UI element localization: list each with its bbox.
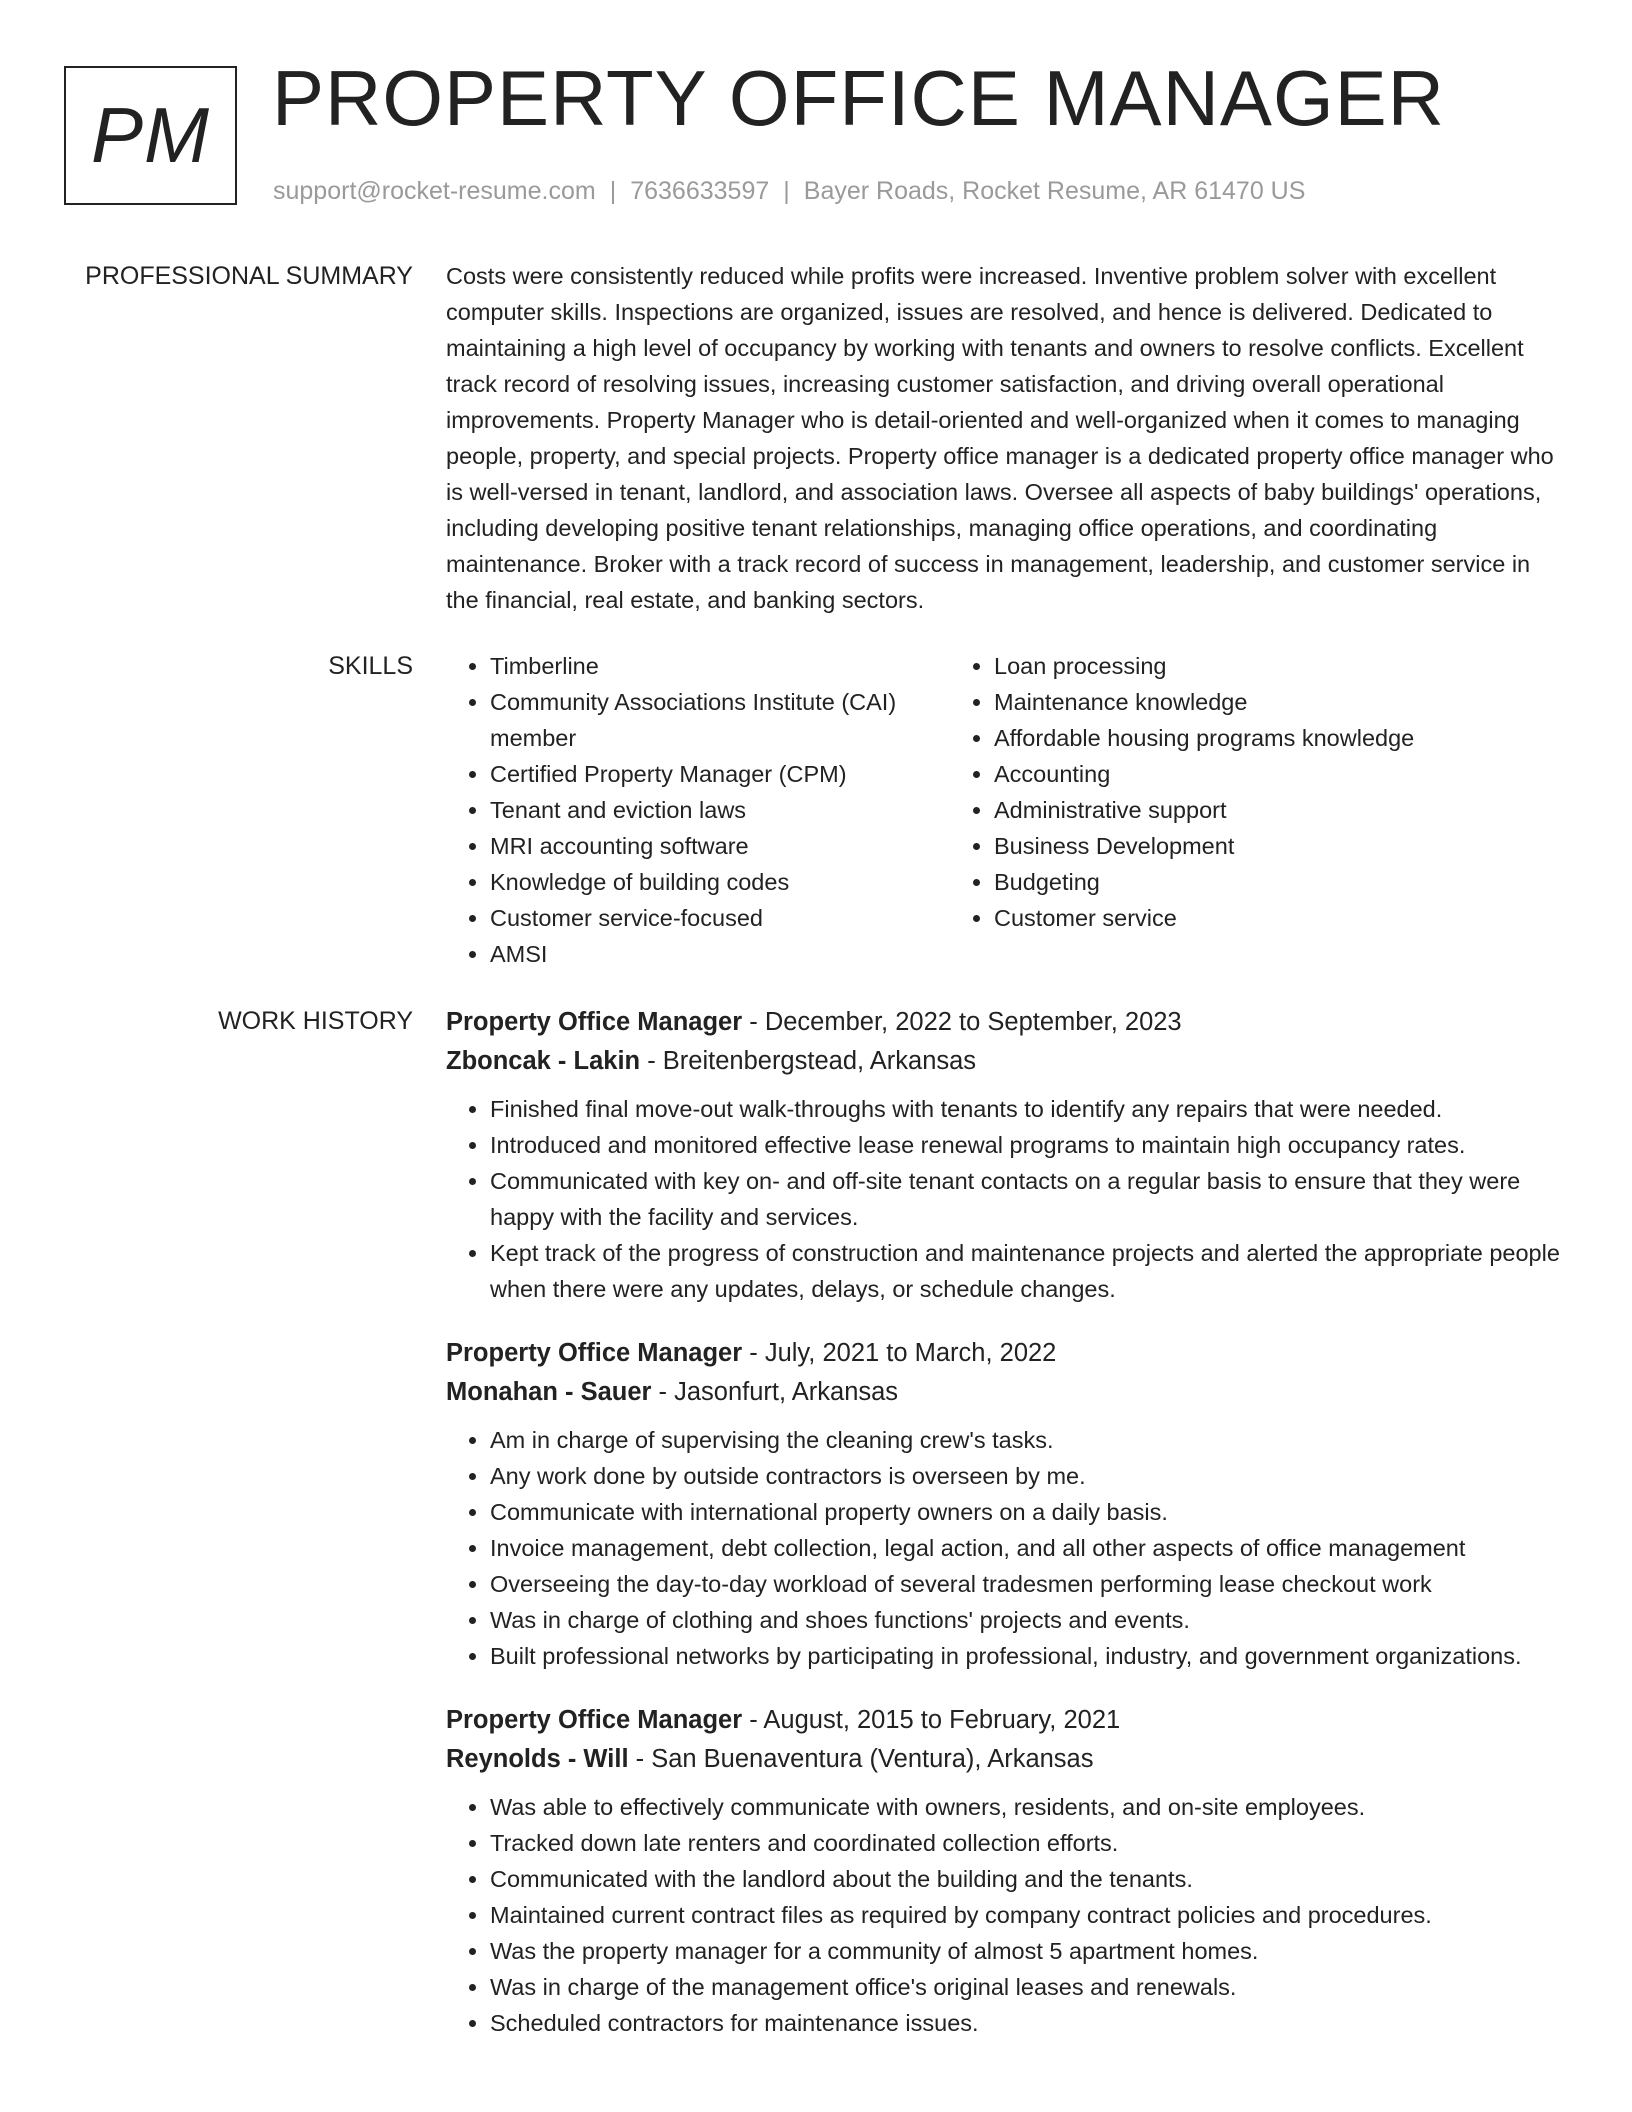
- contact-line: [273, 174, 1305, 208]
- job-bullet: • Was able to effectively communicate with owners, residents, and on-site employees.: [490, 1789, 1566, 1825]
- job-bullet: • Any work done by outside contractors is overseen by me.: [490, 1458, 1566, 1494]
- job-company-line: [446, 1373, 1566, 1412]
- job-bullet: • Invoice management, debt collection, legal action, and all other aspects of office management: [490, 1530, 1566, 1566]
- resume-title: PROPERTY OFFICE MANAGER: [272, 54, 1445, 142]
- job-bullet: • Communicated with the landlord about the building and the tenants.: [490, 1861, 1566, 1897]
- skill-item: • Maintenance knowledge: [994, 684, 1510, 720]
- skill-item: • AMSI: [490, 936, 950, 972]
- job-bullets: [446, 1091, 1566, 1307]
- job-dates: - August, 2015 to February, 2021: [742, 1706, 1121, 1734]
- job-bullet: • Am in charge of supervising the cleaning crew's tasks.: [490, 1422, 1566, 1458]
- job-company: Reynolds - Will: [446, 1745, 629, 1773]
- monogram-logo: [64, 66, 237, 205]
- skill-item: • Affordable housing programs knowledge: [994, 720, 1510, 756]
- job-title-line: [446, 1701, 1566, 1740]
- monogram-text: PM: [91, 91, 210, 179]
- job-title: Property Office Manager: [446, 1008, 743, 1036]
- skill-item: • Accounting: [994, 756, 1510, 792]
- job-company-line: [446, 1740, 1566, 1779]
- skill-item: • Tenant and eviction laws: [490, 792, 950, 828]
- section-heading-summary: PROFESSIONAL SUMMARY: [85, 262, 413, 290]
- job-entry: [446, 1701, 1566, 2041]
- skills-column-2: [950, 648, 1510, 972]
- skills-body: [446, 648, 1566, 972]
- job-bullet: • Scheduled contractors for maintenance issues.: [490, 2005, 1566, 2041]
- job-bullet: • Was in charge of clothing and shoes functions' projects and events.: [490, 1602, 1566, 1638]
- skill-item: • Customer service: [994, 900, 1510, 936]
- job-company: Monahan - Sauer: [446, 1378, 652, 1406]
- skills-column-1: [446, 648, 950, 972]
- work-history-body: [446, 1003, 1566, 2068]
- skill-item: • Certified Property Manager (CPM): [490, 756, 950, 792]
- job-entry: [446, 1334, 1566, 1674]
- job-dates: - December, 2022 to September, 2023: [742, 1008, 1182, 1036]
- summary-text: Costs were consistently reduced while profits were increased. Inventive problem solver with excellent computer skills. Inspections are organized, issues are resolved, and hence is delivered. Dedicated to maintaining a high level of occupancy by working with tenants and owners to resolve conflicts. Excellent track record of resolving issues, increasing customer satisfaction, and driving overall operational improvements. Property Manager who is detail-oriented and well-organized when it comes to managing people, property, and special projects. Property office manager is a dedicated property office manager who is well-versed in tenant, landlord, and association laws. Oversee all aspects of baby buildings' operations, including developing positive tenant relationships, managing office operations, and coordinating maintenance. Broker with a track record of success in management, leadership, and customer service in the financial, real estate, and banking sectors.: [446, 263, 1554, 613]
- job-bullet: • Introduced and monitored effective lease renewal programs to maintain high occupancy rates.: [490, 1127, 1566, 1163]
- job-bullet: • Maintained current contract files as required by company contract policies and procedures.: [490, 1897, 1566, 1933]
- skill-item: • Loan processing: [994, 648, 1510, 684]
- job-location: - Breitenbergstead, Arkansas: [640, 1047, 977, 1075]
- job-title-line: [446, 1003, 1566, 1042]
- skill-item: • Business Development: [994, 828, 1510, 864]
- contact-email[interactable]: support@rocket-resume.com: [273, 177, 596, 205]
- job-company-line: [446, 1042, 1566, 1081]
- job-bullet: • Communicated with key on- and off-site tenant contacts on a regular basis to ensure that they were happy with the facility and services.: [490, 1163, 1566, 1235]
- contact-phone[interactable]: 7636633597: [630, 177, 770, 205]
- job-bullet: • Communicate with international property owners on a daily basis.: [490, 1494, 1566, 1530]
- section-heading-skills: SKILLS: [328, 652, 413, 680]
- job-entry: [446, 1003, 1566, 1307]
- job-title: Property Office Manager: [446, 1339, 743, 1367]
- job-bullet: • Finished final move-out walk-throughs with tenants to identify any repairs that were needed.: [490, 1091, 1566, 1127]
- skill-item: • Timberline: [490, 648, 950, 684]
- job-bullet: • Overseeing the day-to-day workload of several tradesmen performing lease checkout work: [490, 1566, 1566, 1602]
- job-bullets: [446, 1422, 1566, 1674]
- job-location: - Jasonfurt, Arkansas: [651, 1378, 899, 1406]
- job-dates: - July, 2021 to March, 2022: [742, 1339, 1057, 1367]
- job-bullet: • Was the property manager for a community of almost 5 apartment homes.: [490, 1933, 1566, 1969]
- job-bullets: [446, 1789, 1566, 2041]
- skill-item: • Community Associations Institute (CAI) member: [490, 684, 950, 756]
- job-bullet: • Tracked down late renters and coordinated collection efforts.: [490, 1825, 1566, 1861]
- contact-address: Bayer Roads, Rocket Resume, AR 61470 US: [803, 177, 1306, 205]
- skill-item: • MRI accounting software: [490, 828, 950, 864]
- contact-separator: |: [609, 177, 617, 205]
- skill-item: • Knowledge of building codes: [490, 864, 950, 900]
- skill-item: • Administrative support: [994, 792, 1510, 828]
- job-bullet: • Built professional networks by participating in professional, industry, and government organizations.: [490, 1638, 1566, 1674]
- job-title: Property Office Manager: [446, 1706, 743, 1734]
- skill-item: • Customer service-focused: [490, 900, 950, 936]
- skill-item: • Budgeting: [994, 864, 1510, 900]
- summary-body: [446, 258, 1566, 618]
- job-location: - San Buenaventura (Ventura), Arkansas: [628, 1745, 1094, 1773]
- job-company: Zboncak - Lakin: [446, 1047, 641, 1075]
- section-heading-work-history: WORK HISTORY: [218, 1007, 413, 1035]
- job-bullet: • Kept track of the progress of construction and maintenance projects and alerted the appropriate people when there were any updates, delays, or schedule changes.: [490, 1235, 1566, 1307]
- job-bullet: • Was in charge of the management office's original leases and renewals.: [490, 1969, 1566, 2005]
- job-title-line: [446, 1334, 1566, 1373]
- contact-separator: |: [783, 177, 790, 205]
